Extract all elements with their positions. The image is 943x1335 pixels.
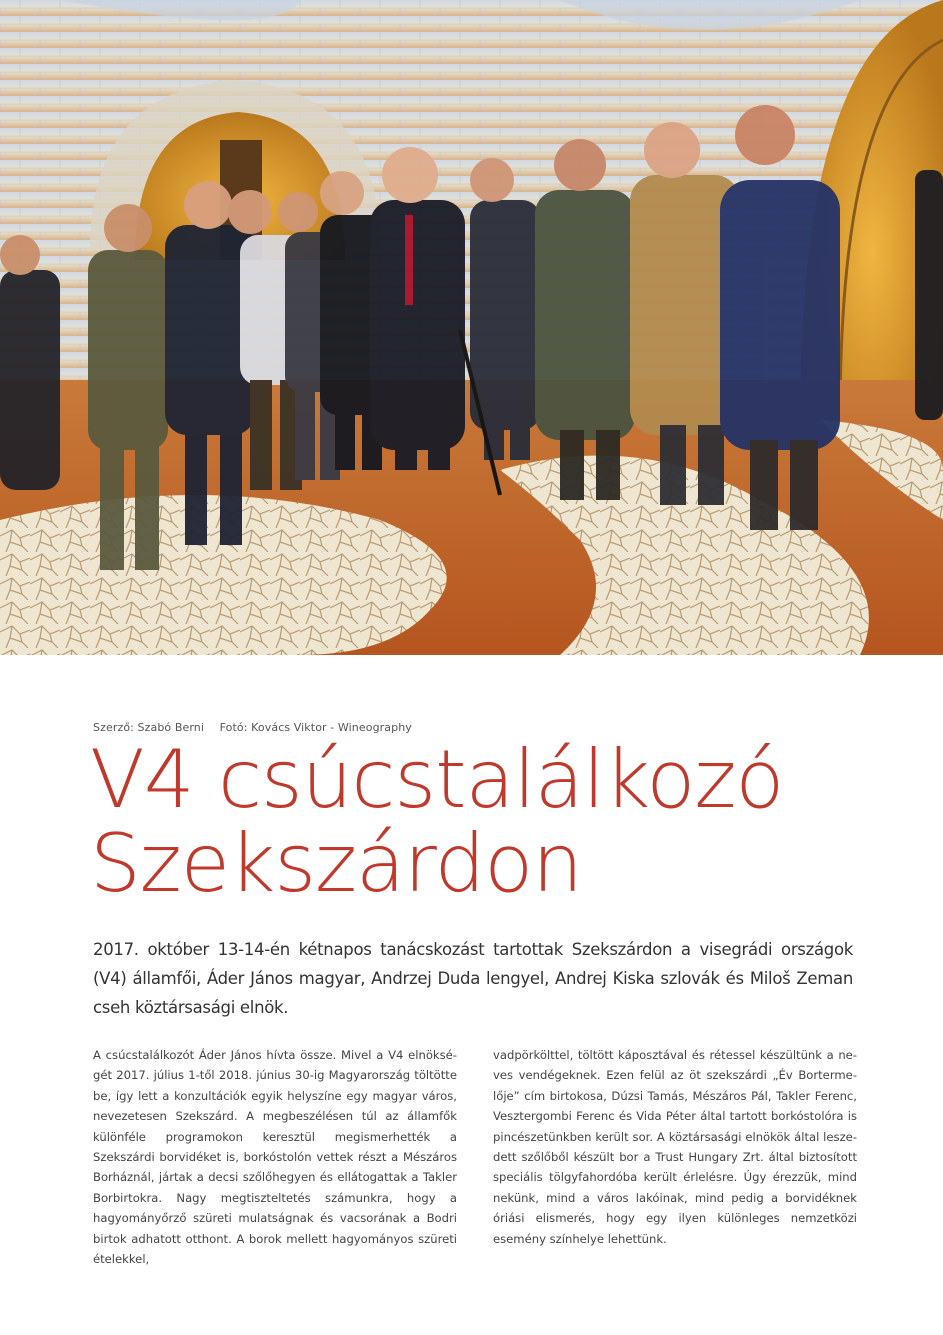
body-column-1: A csúcstalálkozót Áder János hívta össze. Mivel a V4 elnökségét 2017. július 1-től 2018. június 30-ig Magyarország töltötte be, így lett a konzultációk egyik helyszíne egy magyar város, nevezetesen Szekszárd. A megbeszélésen túl az államfők különféle programokon keresztül megismerhették a Szekszárdi borvidéket is, borkóstolón vettek részt a Mészáros Borháznál, jártak a decsi szőlőhegyen és ellátogattak a Takler Borbirtokra. Nagy megtiszteltetés számunkra, hogy a hagyományőrző szüreti mulatságnak és vacsorának a Bodri birtok adhatott otthont. A borok mellett hagyományos szüreti ételekkel, — [93, 1048, 457, 1267]
title-line-1: V4 csúcstalálkozó — [90, 733, 784, 826]
author-credit: Szerző: Szabó Berni — [93, 721, 205, 734]
photo-credit: Fotó: Kovács Viktor - Wineography — [219, 721, 412, 734]
title-line-2: Szekszárdon — [90, 817, 582, 910]
lead-paragraph: 2017. október 13-14-én kétnapos tanácskozást tartottak Szekszárdon a visegrádi országok (V4) államfői, Áder János magyar, Andrzej Duda lengyel, Andrej Kiska szlovák és Miloš Zeman cseh köztársasági elnök. — [93, 940, 853, 1017]
article-title — [90, 733, 930, 910]
hero-photo — [0, 0, 943, 655]
body-column-2: vadpörkölttel, töltött káposztával és rétessel készültünk a neves vendégeknek. Ezen felül az öt szekszárdi „Év Bortermelője” cím birtokosa, Dúzsi Tamás, Mészáros Pál, Takler Ferenc, Vesztergombi Ferenc és Vida Péter által tartott borkóstolóra is pincészetünkben került sor. A köztársasági elnökök által leszedett szőlőből készült bor a Trust Hungary Zrt. által biztosított speciális tölgyfahordóba került érlelésre. Úgy érezzük, mind nekünk, mind a város lakóinak, mind pedig a borvidéknek óriási elismerés, hogy egy ilyen különleges nemzetközi esemény színhelye lehettünk. — [493, 1048, 857, 1246]
body-columns — [93, 1045, 857, 1269]
